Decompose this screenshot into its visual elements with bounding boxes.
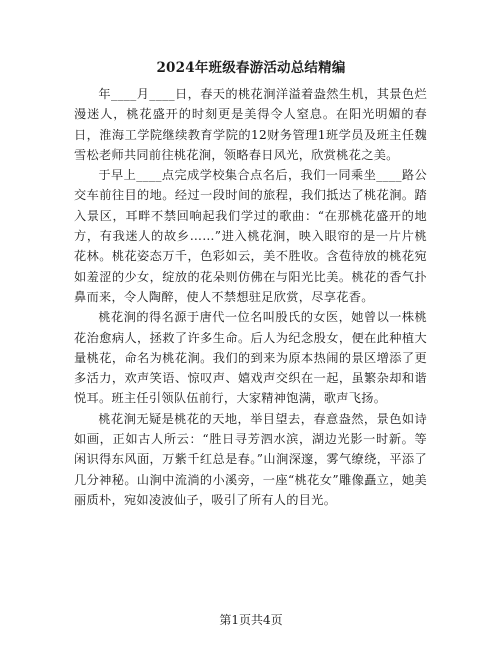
paragraph-1: 年____月____日，春天的桃花涧洋溢着盎然生机，其景色烂漫迷人，桃花盛开的时刻更是美得令人窒息。在阳光明媚的春日，淮海工学院继续教育学院的12财务管理1班学员及班主任魏雪松老师共同前往桃花涧，领略春日风光，欣赏桃花之美。: [74, 87, 427, 162]
document-title: 2024年班级春游活动总结精编: [156, 60, 346, 76]
paragraph-4: 桃花涧无疑是桃花的天地，举目望去，春意盎然，景色如诗如画，正如古人所云：“胜日寻芳泗水滨，湖边光影一时新。等闲识得东风面，万紫千红总是春。”山涧深邃，雾气缭绕，平添了几分神秘。山涧中流淌的小溪旁，一座“桃花女”雕像矗立，她美丽质朴，宛如凌波仙子，吸引了所有人的目光。: [74, 411, 427, 507]
paragraph-2: 于早上____点完成学校集合点名后，我们一同乘坐____路公交车前往目的地。经过一段时间的旅程，我们抵达了桃花涧。踏入景区，耳畔不禁回响起我们学过的歌曲：“在那桃花盛开的地方，有我迷人的故乡……”进入桃花涧，映入眼帘的是一片片桃花林。桃花姿态万千，色彩如云，美不胜收。含苞待放的桃花宛如羞涩的少女，绽放的花朵则仿佛在与阳光比美。桃花的香气扑鼻而来，令人陶醉，使人不禁想驻足欣赏，尽享花香。: [74, 168, 427, 304]
document-body: [74, 84, 427, 510]
paragraph-3: 桃花涧的得名源于唐代一位名叫殷氏的女医，她曾以一株桃花治愈病人，拯救了许多生命。后人为纪念殷女，便在此种植大量桃花，命名为桃花涧。我们的到来为原本热闹的景区增添了更多活力，欢声笑语、惊叹声、嬉戏声交织在一起，虽繁杂却和谐悦耳。班主任引领队伍前行，大家精神饱满，歌声飞扬。: [74, 310, 427, 406]
page-number-footer: 第1页共4页: [219, 613, 283, 627]
